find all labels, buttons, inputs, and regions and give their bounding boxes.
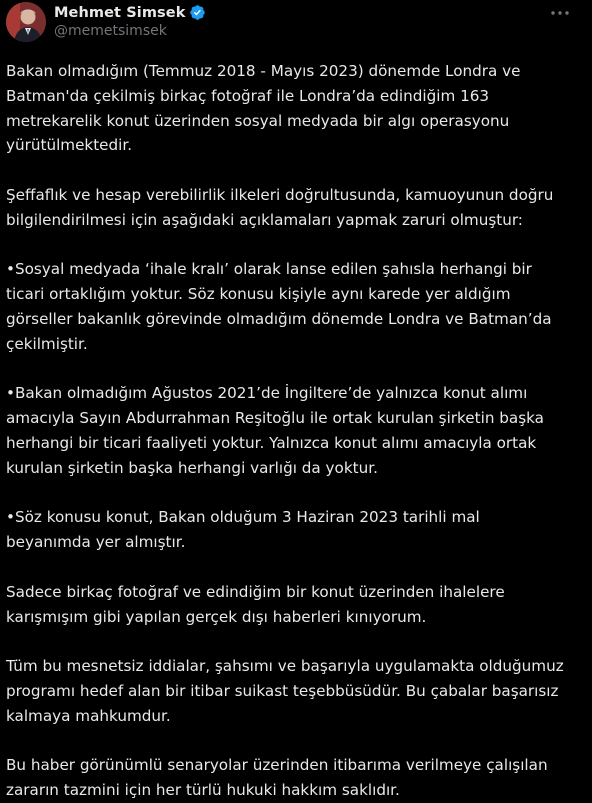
text-line: Batman'da çekilmiş birkaç fotoğraf ile Londra’da edindiğim 163 xyxy=(6,86,490,105)
text-line: •Bakan olmadığım Ağustos 2021’de İngiltere’de yalnızca konut alımı xyxy=(6,384,528,403)
text-line: metrekarelik konut üzerinden sosyal medyada bir algı operasyonu xyxy=(6,111,510,130)
text-line: kalmaya mahkumdur. xyxy=(6,706,171,725)
text-line: karışmışım gibi yapılan gerçek dışı haberleri kınıyorum. xyxy=(6,607,427,626)
text-line: bilgilendirilmesi için aşağıdaki açıklamaları yapmak zaruri olmuştur: xyxy=(6,210,523,229)
post-paragraph xyxy=(6,505,580,555)
text-line: •Söz konusu konut, Bakan olduğum 3 Haziran 2023 tarihli mal xyxy=(6,508,480,527)
post-paragraph xyxy=(6,59,580,158)
post-paragraph xyxy=(6,257,580,356)
avatar-photo xyxy=(6,2,46,42)
author-handle[interactable]: @memetsimsek xyxy=(54,23,167,39)
post-paragraph xyxy=(6,580,580,630)
text-line: •Sosyal medyada ‘ihale kralı’ olarak lanse edilen şahısla herhangi bir xyxy=(6,260,532,279)
text-line: Sadece birkaç fotoğraf ve edindiğim bir konut üzerinden ihalelere xyxy=(6,582,505,601)
text-line: herhangi bir ticari faaliyeti yoktur. Yalnızca konut alımı amacıyla ortak xyxy=(6,433,537,452)
text-line: ticari ortaklığım yoktur. Söz konusu kişiyle aynı karede yer aldığım xyxy=(6,285,511,304)
author-display-name[interactable]: Mehmet Simsek xyxy=(54,4,186,21)
post-paragraph xyxy=(6,183,580,233)
post-paragraph xyxy=(6,654,580,728)
more-options-icon[interactable] xyxy=(548,3,572,23)
text-line: amacıyla Sayın Abdurrahman Reşitoğlu ile ortak kurulan şirketin başka xyxy=(6,409,544,428)
post-text xyxy=(6,59,580,803)
text-line: beyanımda yer almıştır. xyxy=(6,533,186,552)
text-line: görseller bakanlık görevinde olmadığım dönemde Londra ve Batman’da xyxy=(6,309,552,328)
text-line: kurulan şirketin başka herhangi varlığı da yoktur. xyxy=(6,458,378,477)
verified-badge-icon xyxy=(189,4,206,21)
text-line: programı hedef alan bir itibar suikast teşebbüsüdür. Bu çabalar başarısız xyxy=(6,681,559,700)
text-line: Bu haber görünümlü senaryolar üzerinden itibarıma verilmeye çalışılan xyxy=(6,756,548,775)
post-paragraph xyxy=(6,381,580,480)
text-line: yürütülmektedir. xyxy=(6,136,133,155)
text-line: zararın tazmini için her türlü hukuki hakkım saklıdır. xyxy=(6,781,400,800)
avatar[interactable] xyxy=(6,2,46,42)
text-line: Bakan olmadığım (Temmuz 2018 - Mayıs 2023) dönemde Londra ve xyxy=(6,62,521,80)
post-header xyxy=(6,2,586,44)
text-line: Tüm bu mesnetsiz iddialar, şahsımı ve başarıyla uygulamakta olduğumuz xyxy=(6,657,564,676)
text-line: çekilmiştir. xyxy=(6,334,88,353)
text-line: Şeffaflık ve hesap verebilirlik ilkeleri doğrultusunda, kamuoyunun doğru xyxy=(6,185,554,204)
author-name-row xyxy=(54,4,206,21)
post-paragraph xyxy=(6,753,580,803)
